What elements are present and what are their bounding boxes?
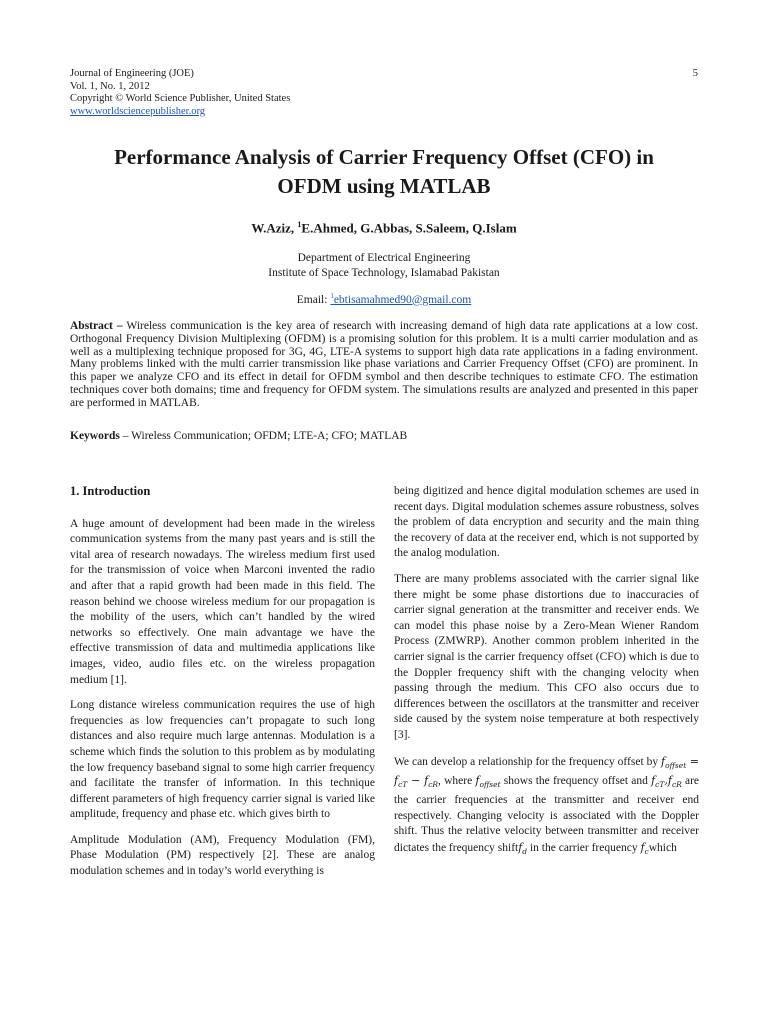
email-address: ebtisamahmed90@gmail.com	[333, 293, 472, 306]
math-fcr: f	[667, 774, 672, 788]
keywords-text: – Wireless Communication; OFDM; LTE-A; CFO; MATLAB	[119, 430, 408, 442]
math-c-sub: c	[644, 847, 649, 857]
math-fct: f	[651, 774, 656, 788]
author-rest: E.Ahmed, G.Abbas, S.Saleem, Q.Islam	[301, 220, 517, 236]
journal-name: Journal of Engineering (JOE)	[70, 68, 194, 79]
p3-text-c: shows the frequency offset and	[500, 775, 652, 788]
intro-paragraph-1: A huge amount of development had been made in the wireless communication systems from the many past years and is still the vital area of research nowadays. The wireless medium first used for the transmission of voice when Marconi invented the radio and after that a rapid growth had been made in this field. The reason behind we choose wireless medium for our propagation is the mobility of the users, which can’t handled by the wired networks so effectively. One main advantage we have the effective transmission of data and multimedia applications like images, video, audio files etc. on the wireless propagation medium [1].	[70, 517, 375, 686]
math-fc	[640, 840, 649, 857]
author-superscript: 1	[297, 220, 302, 229]
eq-offset-sub: offset	[665, 760, 687, 770]
paper-title	[70, 143, 698, 201]
left-column	[70, 484, 375, 890]
math-offset-sub: offset	[479, 780, 501, 790]
p3-text-e: in the carrier frequency	[527, 841, 641, 854]
p3-text-f: which	[648, 841, 677, 854]
email-superscript: 1	[330, 292, 334, 300]
math-cr-sub: cR	[671, 780, 682, 790]
title-line-1: Performance Analysis of Carrier Frequency Offset (CFO) in	[114, 145, 654, 169]
email-line	[70, 292, 698, 306]
keywords-label: Keywords	[70, 430, 120, 442]
abstract	[70, 320, 698, 410]
math-f: f	[475, 774, 480, 788]
p3-text-a: We can develop a relationship for the frequency offset by	[394, 755, 661, 768]
intro-paragraph-2: Long distance wireless communication requires the use of high frequencies as low frequencies can’t propagate to such long distances and also require much large antennas. Modulation is a scheme which finds the solution to this problem as by modulating the low frequency baseband signal to some high carrier frequency and facilitate the transfer of information. In this technique different parameters of high frequency carrier signal is varied like amplitude, frequency and phase etc. which gives birth to	[70, 699, 375, 821]
math-fct-fcr	[651, 774, 682, 790]
journal-header	[70, 68, 698, 118]
email-link[interactable]	[330, 294, 471, 306]
email-label: Email:	[296, 293, 331, 306]
eq-minus-fcr: − f	[407, 774, 429, 788]
affiliation-institute: Institute of Space Technology, Islamabad Pakistan	[268, 267, 500, 279]
page-number: 5	[692, 68, 698, 79]
p3-text-d: are the carrier frequencies at the transmitter and receiver end respectively. Changing velocity is associated with the Doppler shift. Thus the relative velocity between transmitter and receiver dictates the frequency shift	[394, 775, 700, 854]
title-line-2: OFDM using MATLAB	[277, 174, 491, 198]
p3-text-b: , where	[438, 775, 476, 788]
abstract-text: Wireless communication is the key area of research with increasing demand of high data rate applications at a low cost. Orthogonal Frequency Division Multiplexing (OFDM) is a promising solution for this problem. It is a multi carrier modulation and as well as a multiplexing technique proposed for 3G, 4G, LTE-A systems to support high data rate applications in a fading environment. Many problems linked with the multi carrier transmission like phase variations and Carrier Frequency Offset (CFO) are prominent. In this paper we analyze CFO and its effect in detail for OFDM symbol and then describe techniques to estimate CFO. The estimation techniques cover both domains; time and frequency for OFDM system. The simulations results are analyzed and presented in this paper are performed in MATLAB.	[70, 320, 699, 409]
eq-f-offset: f	[661, 754, 666, 768]
journal-volume: Vol. 1, No. 1, 2012	[70, 80, 150, 92]
math-fd-f: f	[518, 840, 523, 854]
journal-url-link[interactable]: www.worldsciencepublisher.org	[70, 105, 206, 117]
math-comma: ,	[664, 774, 668, 788]
eq-equals-fct: = f	[394, 754, 699, 788]
section-heading-introduction: 1. Introduction	[70, 484, 151, 498]
eq-ct-sub: cT	[398, 780, 408, 790]
math-f-offset	[475, 774, 501, 790]
eq-cr-sub: cR	[428, 780, 439, 790]
right-paragraph-1: being digitized and hence digital modulation schemes are used in recent days. Digital modulation schemes assure robustness, solves the problem of data encryption and security and the main thing the recovery of data at the receiver end, which is not supported by the analog modulation.	[394, 485, 699, 560]
abstract-label: Abstract –	[70, 320, 123, 332]
author-first: W.Aziz,	[251, 220, 298, 236]
math-fd	[518, 840, 528, 857]
affiliation	[70, 251, 698, 281]
keywords	[70, 430, 698, 442]
author-list	[70, 220, 698, 236]
affiliation-department: Department of Electrical Engineering	[297, 252, 471, 264]
math-ct-sub: cT	[655, 780, 665, 790]
math-d-sub: d	[522, 847, 528, 857]
math-fc-f: f	[640, 840, 645, 854]
right-paragraph-3	[394, 754, 699, 860]
intro-paragraph-3: Amplitude Modulation (AM), Frequency Modulation (FM), Phase Modulation (PM) respectively [2]. These are analog modulation schemes and in today’s world everything is	[70, 833, 375, 878]
right-column	[394, 484, 699, 870]
journal-copyright: Copyright © World Science Publisher, United States	[70, 93, 291, 104]
right-paragraph-2: There are many problems associated with the carrier signal like there might be some phase distortions due to inaccuracies of carrier signal generation at the transmitter and receiver ends. We can model this phase noise by a Zero-Mean Wiener Random Process (ZMWRP). Another common problem inherited in the carrier signal is the carrier frequency offset (CFO) which is due to the Doppler frequency shift with the changing velocity when passing through the medium. This CFO also occurs due to differences between the oscillators at the transmitter and receiver side caused by the system noise temperature at both respectively [3].	[394, 572, 699, 741]
